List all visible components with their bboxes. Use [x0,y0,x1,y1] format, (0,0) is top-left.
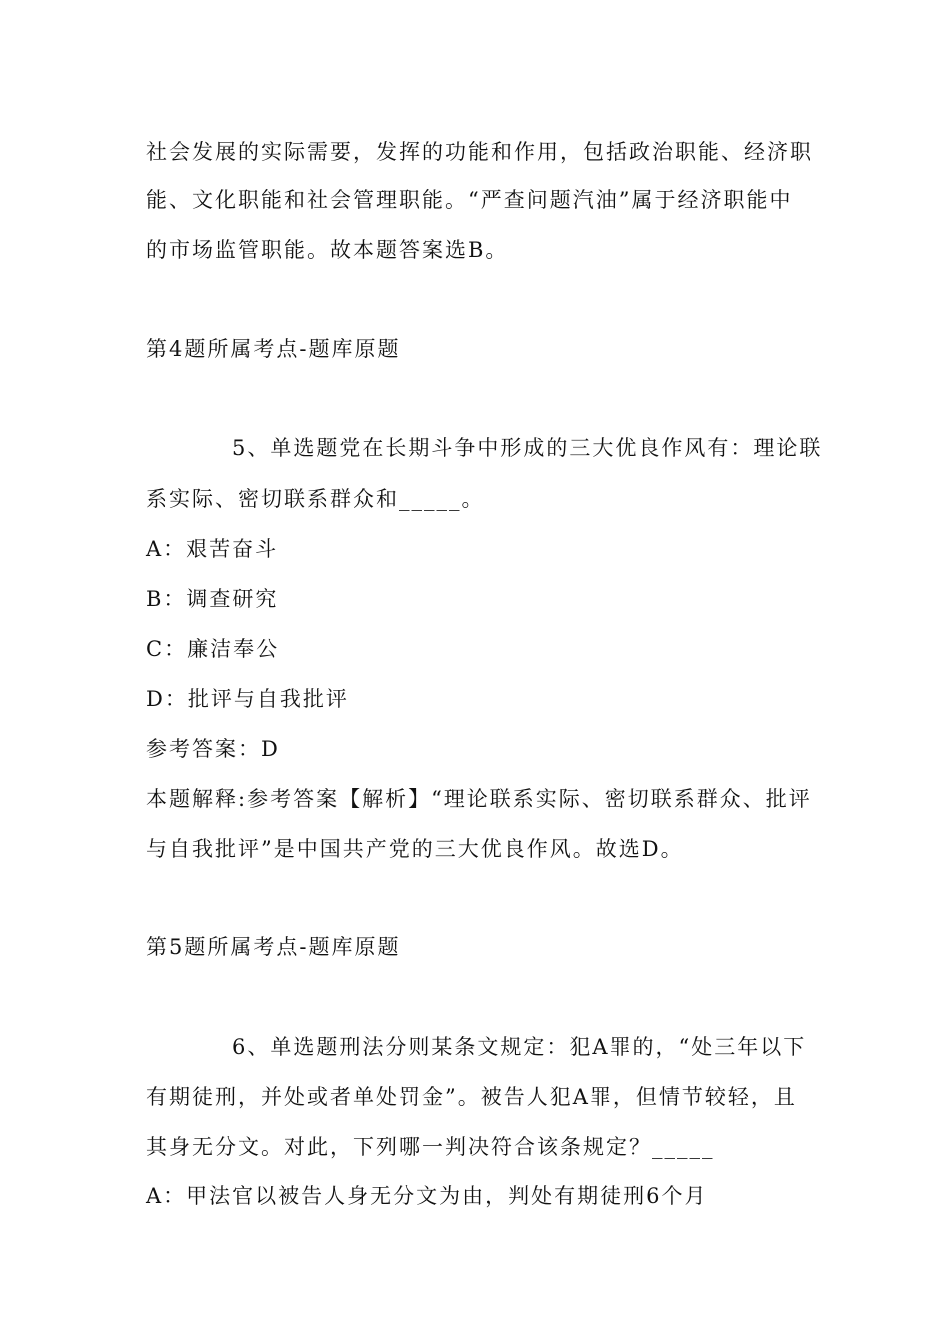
topic-label-q5: 第5题所属考点-题库原题 [146,935,401,959]
question-5-answer: 参考答案：D [146,737,280,761]
question-5-stem-line-2: 系实际、密切联系群众和_____。 [146,487,485,511]
question-5-option-a: A：艰苦奋斗 [146,537,279,561]
question-5-explanation-line-1: 本题解释:参考答案【解析】“理论联系实际、密切联系群众、批评 [146,787,812,811]
explanation-line-1: 社会发展的实际需要，发挥的功能和作用，包括政治职能、经济职 [146,140,813,164]
question-6-stem-line-2: 有期徒刑，并处或者单处罚金”。被告人犯A罪，但情节较轻，且 [146,1085,797,1109]
explanation-line-3: 的市场监管职能。故本题答案选B。 [146,238,509,262]
question-6-option-a: A：甲法官以被告人身无分文为由，判处有期徒刑6个月 [146,1184,708,1208]
question-5-stem-line-1: 5、单选题党在长期斗争中形成的三大优良作风有：理论联 [232,436,823,460]
question-6-stem-line-1: 6、单选题刑法分则某条文规定：犯A罪的，“处三年以下 [232,1035,807,1059]
question-5-option-d: D：批评与自我批评 [146,687,349,711]
topic-label-q4: 第4题所属考点-题库原题 [146,337,401,361]
question-5-option-c: C：廉洁奉公 [146,637,280,661]
explanation-line-2: 能、文化职能和社会管理职能。“严查问题汽油”属于经济职能中 [146,188,793,212]
question-6-stem-line-3: 其身无分文。对此，下列哪一判决符合该条规定？_____ [146,1135,715,1159]
question-5-option-b: B：调查研究 [146,587,279,611]
question-5-explanation-line-2: 与自我批评”是中国共产党的三大优良作风。故选D。 [146,837,684,861]
